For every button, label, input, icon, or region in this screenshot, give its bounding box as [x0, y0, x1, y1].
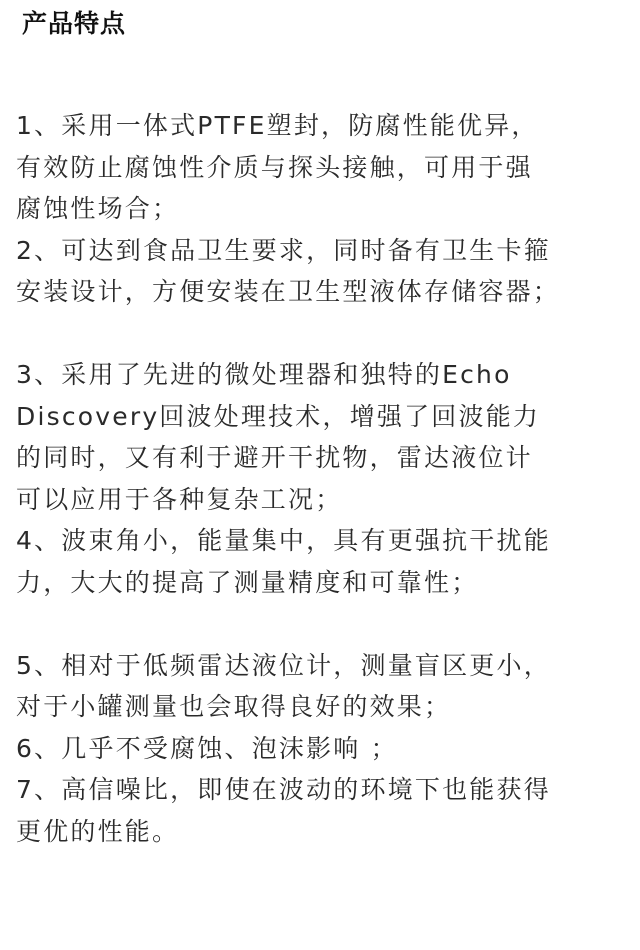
feature-3-line-1: 3、采用了先进的微处理器和独特的Echo: [16, 360, 512, 389]
feature-5-line-2: 对于小罐测量也会取得良好的效果；: [16, 692, 452, 721]
feature-3-line-2: Discovery回波处理技术，增强了回波能力: [16, 401, 541, 431]
feature-6-line-1: 6、几乎不受腐蚀、泡沫影响 ；: [16, 733, 398, 763]
paragraph-gap: [16, 603, 628, 645]
paragraph-gap: [16, 313, 628, 355]
feature-4-line-1: 4、波束角小，能量集中，具有更强抗干扰能: [16, 526, 551, 555]
feature-list: [16, 105, 628, 852]
feature-1-line-1: 1、采用一体式PTFE塑封，防腐性能优异，: [16, 111, 539, 140]
feature-1-line-3: 腐蚀性场合；: [16, 194, 180, 223]
feature-7-line-2: 更优的性能。: [16, 816, 180, 846]
feature-2-line-2: 安装设计，方便安装在卫生型液体存储容器；: [16, 277, 561, 306]
feature-5-line-1: 5、相对于低频雷达液位计，测量盲区更小，: [16, 650, 551, 680]
feature-2-line-1: 2、可达到食品卫生要求，同时备有卫生卡箍: [16, 235, 551, 265]
feature-4-line-2: 力，大大的提高了测量精度和可靠性；: [16, 567, 479, 597]
page-title: 产品特点: [22, 9, 127, 38]
feature-1-line-2: 有效防止腐蚀性介质与探头接触，可用于强: [16, 152, 533, 182]
feature-3-line-4: 可以应用于各种复杂工况；: [16, 484, 343, 514]
feature-7-line-1: 7、高信噪比，即使在波动的环境下也能获得: [16, 775, 551, 804]
feature-3-line-3: 的同时，又有利于避开干扰物，雷达液位计: [16, 443, 533, 472]
